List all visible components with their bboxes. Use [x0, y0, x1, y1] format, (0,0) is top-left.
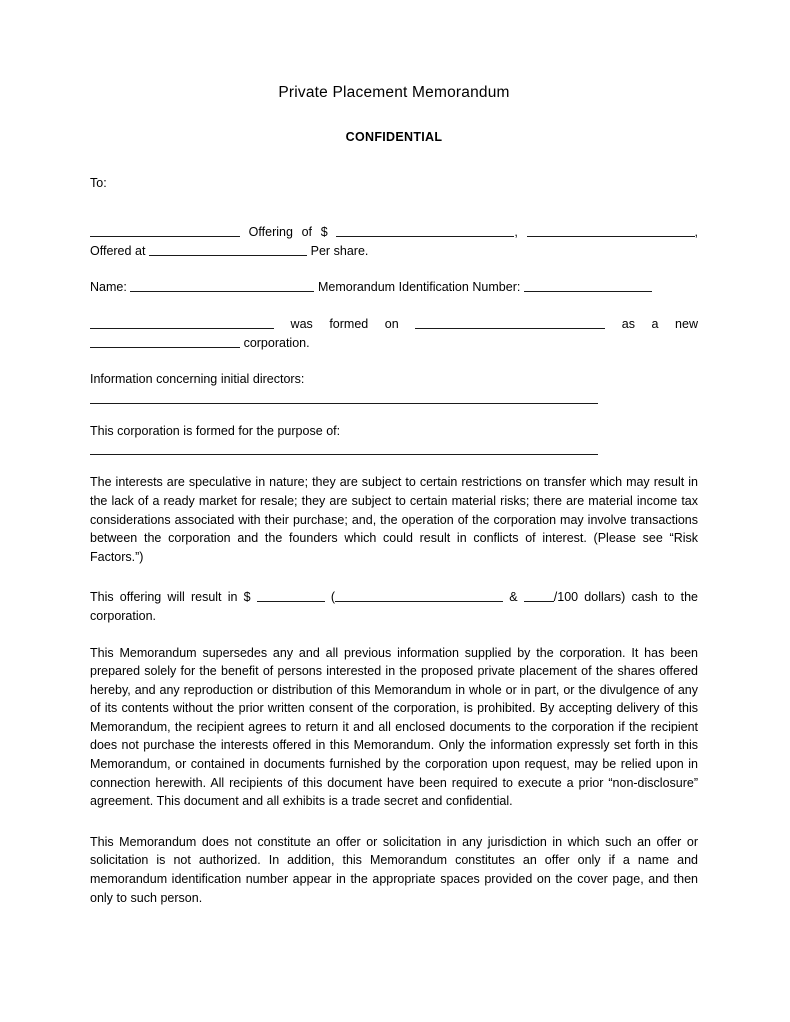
purpose-fill-rule[interactable]: [90, 454, 598, 455]
to-label-text: To:: [90, 175, 107, 190]
offering-result-line: [90, 588, 698, 625]
directors-fill-rule[interactable]: [90, 403, 598, 404]
directors-label: Information concerning initial directors:: [90, 372, 305, 387]
offering-separator-text: ,: [514, 225, 527, 240]
offering-result-words-blank[interactable]: [335, 589, 503, 602]
offering-security-blank[interactable]: [527, 224, 695, 237]
was-formed-on-text: was formed on: [274, 316, 416, 331]
offering-result-amount-blank[interactable]: [257, 589, 325, 602]
offering-name-blank[interactable]: [90, 224, 240, 237]
offering-result-text-1: This offering will result in $: [90, 590, 257, 605]
offering-price-blank[interactable]: [149, 243, 307, 256]
offered-at-text: , Offered at: [90, 225, 698, 258]
formation-line: [90, 315, 698, 352]
formation-date-blank[interactable]: [415, 316, 605, 329]
offering-result-text-3: &: [503, 590, 524, 605]
memo-id-blank[interactable]: [524, 279, 652, 292]
per-share-text: Per share.: [307, 243, 369, 258]
page-title: Private Placement Memorandum: [278, 84, 510, 101]
purpose-label: This corporation is formed for the purpose of:: [90, 423, 341, 438]
corporation-name-blank[interactable]: [90, 316, 274, 329]
offering-amount-blank[interactable]: [336, 224, 514, 237]
as-a-new-text: as a new: [605, 316, 698, 331]
memo-id-label: Memorandum Identification Number:: [314, 280, 524, 295]
risk-paragraph: The interests are speculative in nature; they are subject to certain restrictions on transfer which may result in the lack of a ready market for resale; they are subject to certain material risks; there are material income tax considerations associated with their purchase; and, the operation of the corporation may involve transactions between the corporation and the founders which could result in conflicts of interest. (Please see “Risk Factors.”): [90, 475, 698, 564]
offering-result-text-4: /100 dollars) cash to the corporation.: [90, 590, 699, 623]
document-content: [90, 84, 698, 925]
offering-result-cents-blank[interactable]: [524, 589, 554, 602]
offering-amount-line: [90, 223, 698, 260]
corporation-text: corporation.: [240, 335, 310, 350]
offering-of-text: Offering of $: [240, 225, 337, 240]
name-blank[interactable]: [130, 279, 314, 292]
confidential-heading: CONFIDENTIAL: [345, 129, 443, 144]
offering-result-text-2: (: [324, 590, 336, 605]
name-and-memo-id-line: [90, 278, 698, 297]
supersedes-paragraph: This Memorandum supersedes any and all previous information supplied by the corporation. It has been prepared solely for the benefit of persons interested in the proposed private placement of the shares offered hereby, and any reproduction or distribution of this Memorandum in whole or in part, or the divulgence of any of its contents without the prior written consent of the corporation, is prohibited. By accepting delivery of this Memorandum, the recipient agrees to return it and all enclosed documents to the corporation if the recipient does not purchase the interests offered in this Memorandum. Only the information expressly set forth in this Memorandum, or contained in documents furnished by the corporation upon request, may be relied upon in connection herewith. All recipients of this document have been required to execute a prior “non-disclosure” agreement. This document and all exhibits is a trade secret and confidential.: [90, 645, 698, 809]
recipient-to-label: [90, 174, 698, 193]
name-label: Name:: [90, 280, 131, 295]
corporation-state-blank[interactable]: [90, 335, 240, 348]
jurisdiction-paragraph: This Memorandum does not constitute an offer or solicitation in any jurisdiction in which such an offer or solicitation is not authorized. In addition, this Memorandum constitutes an offer only if a name and memorandum identification number appear in the appropriate spaces provided on the cover page, and then only to such person.: [90, 834, 698, 905]
